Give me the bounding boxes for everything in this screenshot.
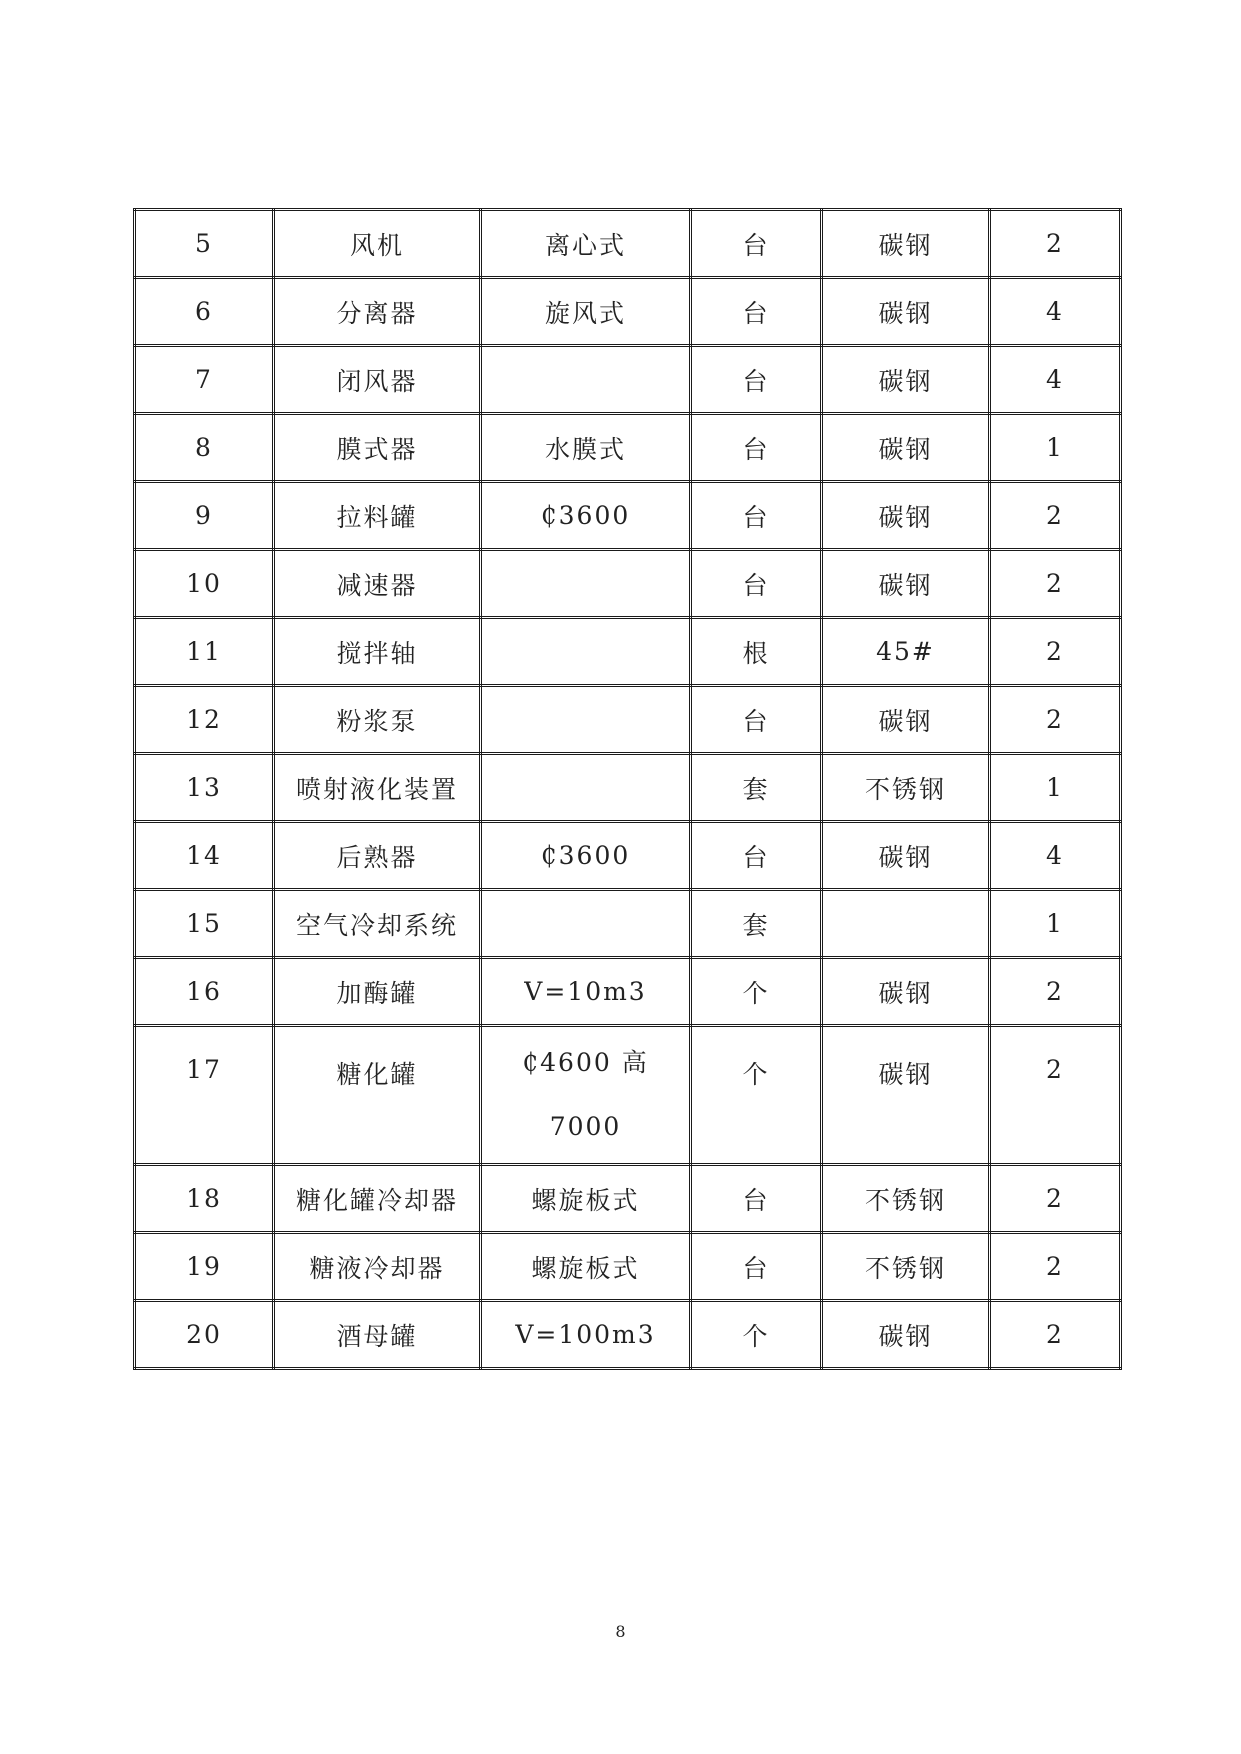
unit-cell: 台 (691, 1165, 822, 1233)
material-cell: 碳钢 (822, 346, 990, 414)
quantity-cell: 2 (990, 1165, 1121, 1233)
row-number-cell: 8 (135, 414, 274, 482)
row-number-cell: 20 (135, 1301, 274, 1369)
unit-cell: 台 (691, 278, 822, 346)
equipment-name-cell: 加酶罐 (274, 958, 481, 1026)
quantity-cell: 4 (990, 346, 1121, 414)
material-cell: 碳钢 (822, 550, 990, 618)
quantity-cell: 2 (990, 482, 1121, 550)
quantity-cell: 1 (990, 754, 1121, 822)
equipment-name-cell: 糖液冷却器 (274, 1233, 481, 1301)
material-cell: 碳钢 (822, 1026, 990, 1165)
unit-cell: 根 (691, 618, 822, 686)
equipment-name-cell: 糖化罐 (274, 1026, 481, 1165)
quantity-cell: 4 (990, 822, 1121, 890)
specification-cell: 螺旋板式 (481, 1165, 691, 1233)
material-cell (822, 890, 990, 958)
row-number-cell: 13 (135, 754, 274, 822)
quantity-cell: 2 (990, 618, 1121, 686)
specification-cell (481, 754, 691, 822)
unit-cell: 个 (691, 1026, 822, 1165)
equipment-table-container (133, 208, 1119, 1370)
specification-cell (481, 686, 691, 754)
equipment-name-cell: 空气冷却系统 (274, 890, 481, 958)
table-row (135, 550, 1121, 618)
material-cell: 碳钢 (822, 686, 990, 754)
table-row (135, 210, 1121, 278)
page-number: 8 (615, 1622, 626, 1641)
specification-cell: 离心式 (481, 210, 691, 278)
row-number-cell: 12 (135, 686, 274, 754)
table-row (135, 1301, 1121, 1369)
table-row (135, 278, 1121, 346)
row-number-cell: 18 (135, 1165, 274, 1233)
unit-cell: 台 (691, 210, 822, 278)
table-row (135, 414, 1121, 482)
equipment-name-cell: 减速器 (274, 550, 481, 618)
unit-cell: 台 (691, 686, 822, 754)
row-number-cell: 19 (135, 1233, 274, 1301)
table-row (135, 958, 1121, 1026)
row-number-cell: 9 (135, 482, 274, 550)
material-cell: 不锈钢 (822, 1165, 990, 1233)
equipment-name-cell: 膜式器 (274, 414, 481, 482)
specification-cell: V=10m3 (481, 958, 691, 1026)
material-cell: 45# (822, 618, 990, 686)
material-cell: 不锈钢 (822, 1233, 990, 1301)
equipment-name-cell: 后熟器 (274, 822, 481, 890)
row-number-cell: 17 (135, 1026, 274, 1165)
quantity-cell: 2 (990, 550, 1121, 618)
material-cell: 碳钢 (822, 210, 990, 278)
unit-cell: 套 (691, 890, 822, 958)
quantity-cell: 1 (990, 890, 1121, 958)
unit-cell: 台 (691, 414, 822, 482)
specification-cell (481, 890, 691, 958)
specification-cell: 水膜式 (481, 414, 691, 482)
equipment-name-cell: 风机 (274, 210, 481, 278)
equipment-name-cell: 搅拌轴 (274, 618, 481, 686)
row-number-cell: 16 (135, 958, 274, 1026)
quantity-cell: 4 (990, 278, 1121, 346)
material-cell: 碳钢 (822, 278, 990, 346)
quantity-cell: 2 (990, 1301, 1121, 1369)
row-number-cell: 14 (135, 822, 274, 890)
specification-cell: 旋风式 (481, 278, 691, 346)
unit-cell: 台 (691, 822, 822, 890)
material-cell: 碳钢 (822, 822, 990, 890)
table-row (135, 346, 1121, 414)
equipment-name-cell: 粉浆泵 (274, 686, 481, 754)
quantity-cell: 2 (990, 210, 1121, 278)
equipment-name-cell: 拉料罐 (274, 482, 481, 550)
equipment-name-cell: 闭风器 (274, 346, 481, 414)
equipment-name-cell: 喷射液化装置 (274, 754, 481, 822)
quantity-cell: 2 (990, 1026, 1121, 1165)
table-row (135, 1233, 1121, 1301)
unit-cell: 台 (691, 482, 822, 550)
quantity-cell: 2 (990, 1233, 1121, 1301)
equipment-table-body (135, 210, 1121, 1369)
unit-cell: 套 (691, 754, 822, 822)
quantity-cell: 2 (990, 686, 1121, 754)
equipment-table (133, 208, 1122, 1370)
row-number-cell: 11 (135, 618, 274, 686)
specification-cell: ₵3600 (481, 482, 691, 550)
specification-cell (481, 346, 691, 414)
specification-cell (481, 550, 691, 618)
row-number-cell: 10 (135, 550, 274, 618)
table-row (135, 482, 1121, 550)
unit-cell: 个 (691, 958, 822, 1026)
equipment-name-cell: 糖化罐冷却器 (274, 1165, 481, 1233)
material-cell: 碳钢 (822, 1301, 990, 1369)
specification-cell: 螺旋板式 (481, 1233, 691, 1301)
unit-cell: 台 (691, 1233, 822, 1301)
specification-cell (481, 618, 691, 686)
row-number-cell: 6 (135, 278, 274, 346)
material-cell: 碳钢 (822, 414, 990, 482)
table-row (135, 1026, 1121, 1165)
unit-cell: 个 (691, 1301, 822, 1369)
quantity-cell: 2 (990, 958, 1121, 1026)
equipment-name-cell: 酒母罐 (274, 1301, 481, 1369)
table-row (135, 754, 1121, 822)
row-number-cell: 7 (135, 346, 274, 414)
material-cell: 不锈钢 (822, 754, 990, 822)
specification-cell: ₵3600 (481, 822, 691, 890)
quantity-cell: 1 (990, 414, 1121, 482)
table-row (135, 822, 1121, 890)
row-number-cell: 5 (135, 210, 274, 278)
unit-cell: 台 (691, 346, 822, 414)
material-cell: 碳钢 (822, 958, 990, 1026)
row-number-cell: 15 (135, 890, 274, 958)
table-row (135, 1165, 1121, 1233)
table-row (135, 686, 1121, 754)
unit-cell: 台 (691, 550, 822, 618)
specification-cell: V=100m3 (481, 1301, 691, 1369)
table-row (135, 618, 1121, 686)
table-row (135, 890, 1121, 958)
specification-cell: ₵4600 高 7000 (481, 1026, 691, 1165)
material-cell: 碳钢 (822, 482, 990, 550)
equipment-name-cell: 分离器 (274, 278, 481, 346)
